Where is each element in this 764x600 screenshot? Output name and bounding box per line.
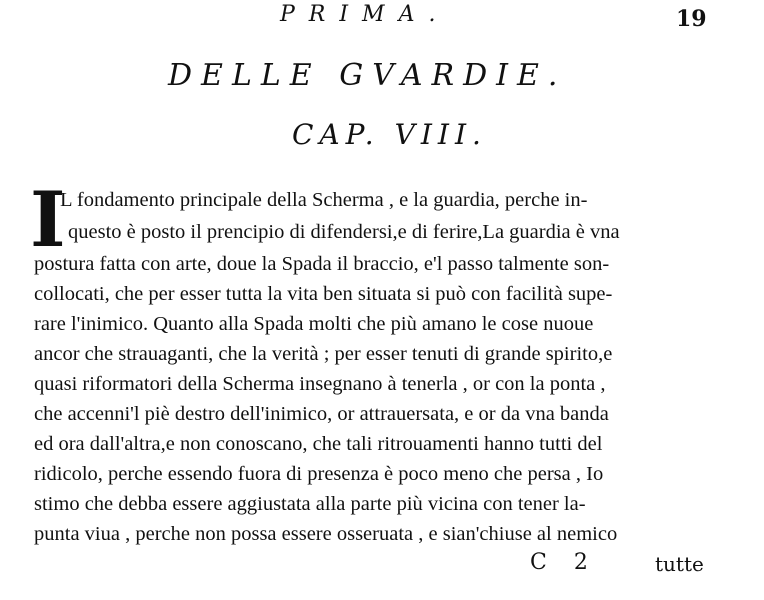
text-line: ancor che strauaganti, che la verità ; per esser tenuti di grande spirito,e: [34, 343, 613, 365]
chapter-title: CAP. VIII.: [292, 118, 487, 151]
catchword: tutte: [655, 552, 704, 576]
text-line: quasi riformatori della Scherma insegnano à tenerla , or con la ponta ,: [34, 373, 606, 395]
text-line: che accenni'l piè destro dell'inimico, or attrauersata, e or da vna banda: [34, 403, 609, 425]
page-number: 19: [676, 6, 707, 32]
text-line: stimo che debba essere aggiustata alla parte più vicina con tener la-: [34, 493, 586, 515]
text-line: L fondamento principale della Scherma , e la guardia, perche in-: [60, 189, 588, 211]
text-line: ridicolo, perche essendo fuora di presenza è poco meno che persa , Io: [34, 463, 604, 485]
text-line: rare l'inimico. Quanto alla Spada molti che più amano le cose nuoue: [34, 313, 594, 335]
text-line: questo è posto il prencipio di difendersi,e di ferire,La guardia è vna: [68, 221, 620, 243]
signature-mark: C 2: [530, 550, 598, 575]
drop-cap: I: [30, 175, 66, 264]
section-title: DELLE GVARDIE.: [168, 58, 567, 93]
text-line: punta viua , perche non possa essere osseruata , e sian'chiuse al nemico: [34, 523, 618, 545]
text-line: ed ora dall'altra,e non conoscano, che tali ritrouamenti hanno tutti del: [34, 433, 603, 455]
running-head: PRIMA.: [280, 2, 450, 27]
text-line: postura fatta con arte, doue la Spada il braccio, e'l passo talmente son-: [34, 253, 610, 275]
text-line: collocati, che per esser tutta la vita ben situata si può con facilità supe-: [34, 283, 613, 305]
